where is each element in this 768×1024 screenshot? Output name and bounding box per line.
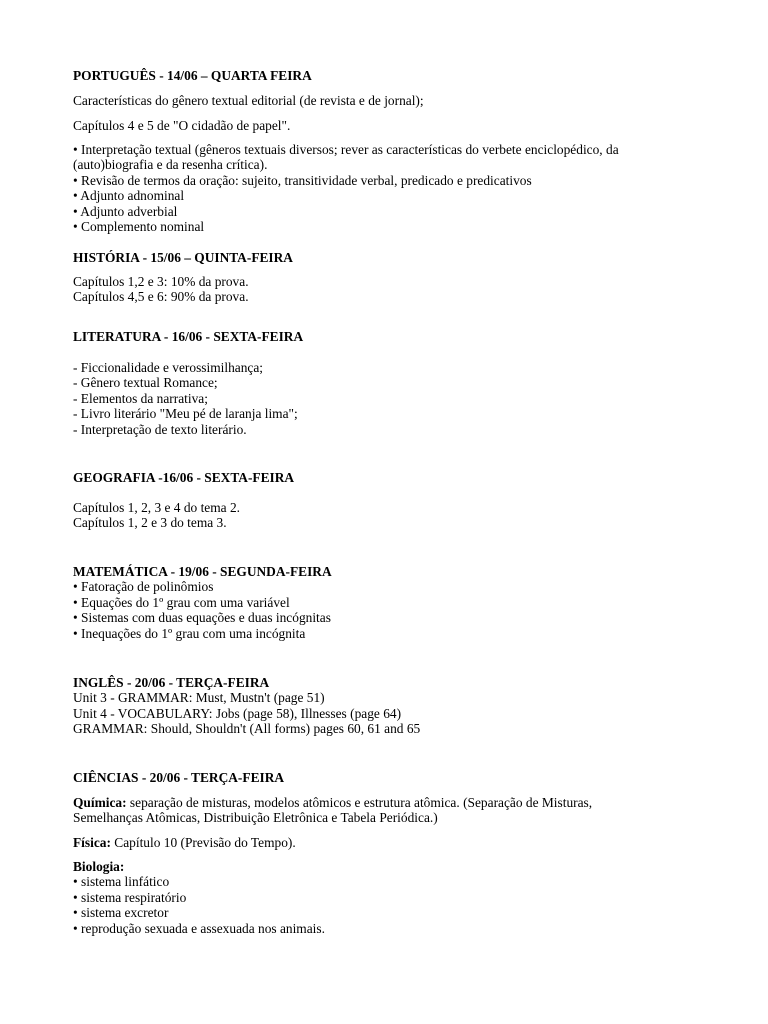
- section-geografia: [73, 470, 713, 485]
- list-item: • sistema excretor: [73, 905, 169, 921]
- fisica-label: Física:: [73, 835, 111, 850]
- section-heading-geografia: GEOGRAFIA -16/06 - SEXTA-FEIRA: [73, 470, 295, 485]
- ciencias-fisica: [73, 835, 713, 850]
- ciencias-biologia: [73, 859, 713, 936]
- list-item: • reprodução sexuada e assexuada nos animais.: [73, 920, 325, 936]
- portugues-line-1: [73, 93, 713, 108]
- list-item: Capítulos 4,5 e 6: 90% da prova.: [73, 289, 249, 305]
- list-item: - Gênero textual Romance;: [73, 375, 218, 391]
- fisica-text: Capítulo 10 (Previsão do Tempo).: [110, 835, 296, 850]
- section-heading-ciencias: CIÊNCIAS - 20/06 - TERÇA-FEIRA: [73, 770, 285, 785]
- geografia-lines: [73, 500, 713, 531]
- list-item: Capítulos 1,2 e 3: 10% da prova.: [73, 274, 249, 289]
- list-item: Unit 3 - GRAMMAR: Must, Mustn't (page 51): [73, 690, 325, 706]
- literatura-lines: [73, 360, 713, 437]
- list-item: • Sistemas com duas equações e duas incógnitas: [73, 610, 331, 626]
- section-literatura: [73, 329, 713, 344]
- section-heading-ingles: INGLÊS - 20/06 - TERÇA-FEIRA: [73, 675, 270, 690]
- section-heading-portugues: PORTUGUÊS - 14/06 – QUARTA FEIRA: [73, 68, 312, 83]
- fisica-paragraph: [73, 835, 713, 850]
- list-item: GRAMMAR: Should, Shouldn't (All forms) pages 60, 61 and 65: [73, 721, 421, 737]
- list-item: • sistema linfático: [73, 874, 170, 890]
- list-item: • Revisão de termos da oração: sujeito, transitividade verbal, predicado e predicativos: [73, 172, 532, 188]
- list-item: • Equações do 1º grau com uma variável: [73, 594, 290, 610]
- list-item: • sistema respiratório: [73, 889, 187, 905]
- section-historia: [73, 250, 713, 265]
- list-item: • Interpretação textual (gêneros textuais diversos; rever as características do verbete enciclopédico, da (auto)biografia e da resenha crítica).: [73, 142, 619, 173]
- historia-lines: [73, 274, 713, 305]
- section-heading-literatura: LITERATURA - 16/06 - SEXTA-FEIRA: [73, 329, 304, 344]
- portugues-bullet-list: [73, 142, 673, 234]
- list-item: • Fatoração de polinômios: [73, 579, 214, 595]
- list-item: - Livro literário "Meu pé de laranja lima";: [73, 406, 298, 422]
- section-portugues: [73, 68, 713, 83]
- ciencias-quimica: [73, 795, 648, 826]
- list-item: - Interpretação de texto literário.: [73, 421, 247, 437]
- list-item: - Ficcionalidade e verossimilhança;: [73, 360, 264, 375]
- section-ciencias: [73, 770, 713, 785]
- portugues-text-1: Características do gênero textual editorial (de revista e de jornal);: [73, 93, 424, 108]
- section-matematica: [73, 564, 713, 641]
- quimica-text: separação de misturas, modelos atômicos e estrutura atômica. (Separação de Misturas, Semelhanças Atômicas, Distribuição Eletrônica e Tabela Periódica.): [73, 795, 593, 826]
- list-item: Unit 4 - VOCABULARY: Jobs (page 58), Illnesses (page 64): [73, 705, 402, 721]
- list-item: Capítulos 1, 2 e 3 do tema 3.: [73, 515, 227, 531]
- list-item: • Adjunto adnominal: [73, 188, 185, 204]
- list-item: • Complemento nominal: [73, 219, 205, 235]
- section-heading-historia: HISTÓRIA - 15/06 – QUINTA-FEIRA: [73, 250, 293, 265]
- biologia-label: Biologia:: [73, 859, 125, 874]
- portugues-text-2: Capítulos 4 e 5 de "O cidadão de papel".: [73, 118, 291, 133]
- quimica-paragraph: [73, 795, 648, 826]
- list-item: Capítulos 1, 2, 3 e 4 do tema 2.: [73, 500, 240, 515]
- list-item: • Adjunto adverbial: [73, 203, 178, 219]
- list-item: • Inequações do 1º grau com uma incógnita: [73, 625, 306, 641]
- portugues-line-2: [73, 118, 713, 133]
- section-heading-matematica: MATEMÁTICA - 19/06 - SEGUNDA-FEIRA: [73, 564, 332, 579]
- section-ingles: [73, 675, 713, 737]
- list-item: - Elementos da narrativa;: [73, 390, 208, 406]
- quimica-label: Química:: [73, 795, 127, 810]
